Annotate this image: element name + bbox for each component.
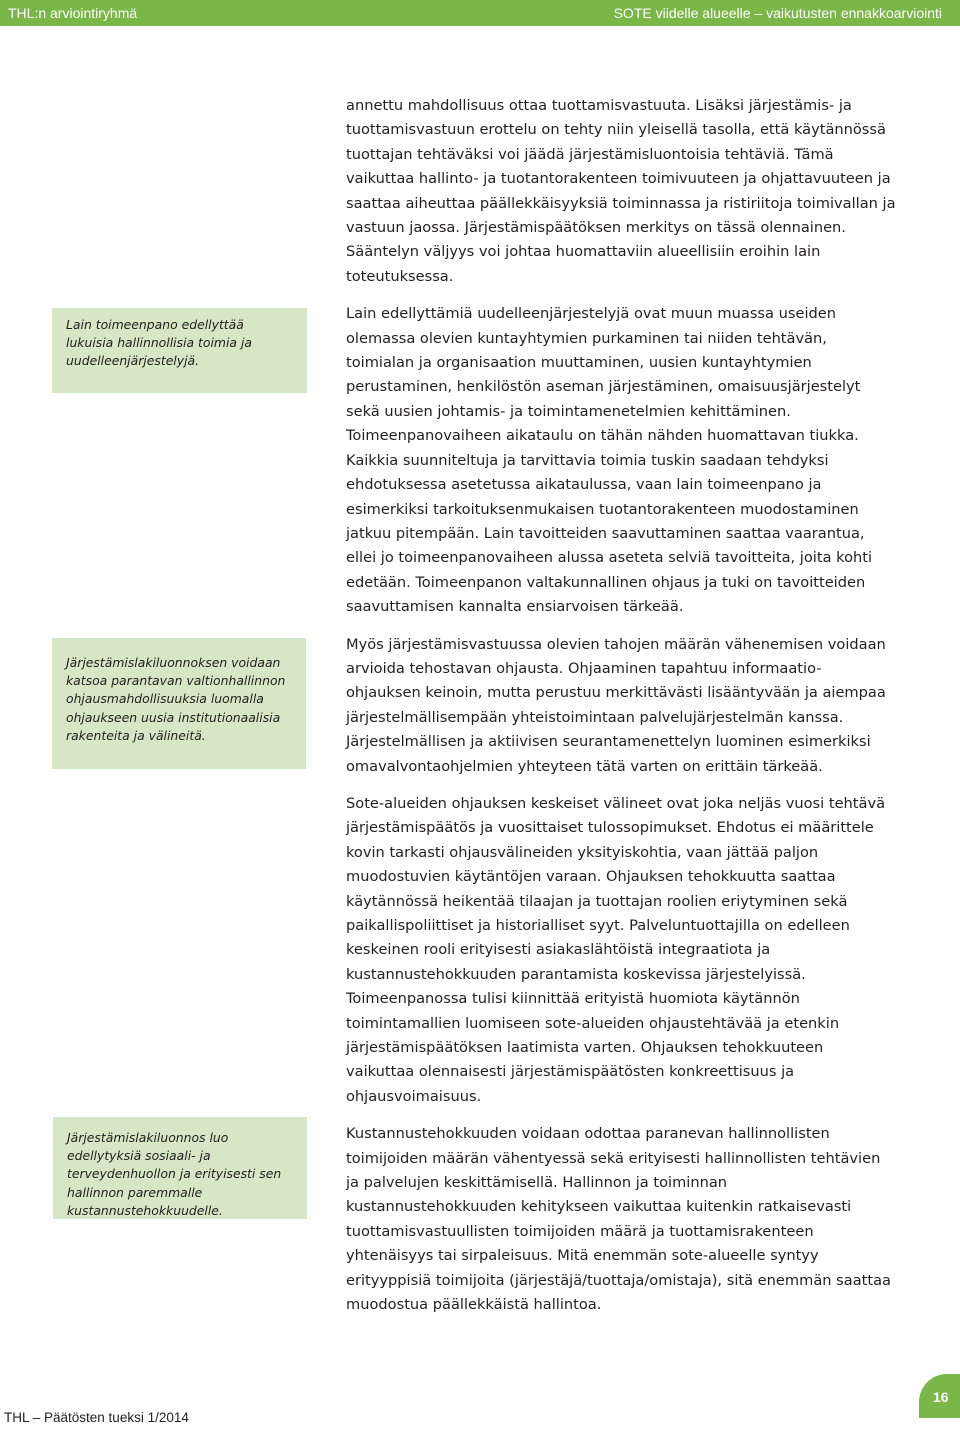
- header-right-text: SOTE viidelle alueelle – vaikutusten ennakkoarviointi: [613, 5, 942, 21]
- running-header: [0, 0, 960, 26]
- sidebar-note-2: Järjestämislakiluonnoksen voidaan katsoa parantavan valtionhallinnon ohjausmahdollisuuksia luomalla ohjaukseen uusia institutionaalisia rakenteita ja välineitä.: [52, 638, 306, 769]
- sidebar-note-3: Järjestämislakiluonnos luo edellytyksiä sosiaali- ja terveydenhuollon ja erityisesti sen hallinnon paremmalle kustannustehokkuudelle.: [53, 1117, 307, 1219]
- paragraph-5: Kustannustehokkuuden voidaan odottaa paranevan hallinnollisten toimijoiden määrän vähentyessä sekä erityisesti hallinnollisten tehtävien ja palvelujen keskittämisellä. Hallinnon ja toiminnan kustannustehokkuuden kehitykseen vaikuttaa kuitenkin ratkaisevasti tuottamisvastuullisten toimijoiden määrä ja tuottamisrakenteen yhtenäisyys tai sirpaleisuus. Mitä enemmän sote-alueelle syntyy erityyppisiä toimijoita (järjestäjä/tuottaja/omistaja), sitä enemmän saattaa muodostua päällekkäistä hallintoa.: [346, 1125, 891, 1314]
- page-number-badge: [919, 1374, 960, 1418]
- paragraph-3: Myös järjestämisvastuussa olevien tahojen määrän vähenemisen voidaan arvioida tehostavan ohjausta. Ohjaaminen tapahtuu informaatio-ohjauksen keinoin, mutta perustuu merkittävästi lisääntyvään ja aiempaa järjestelmällisempään yhteistoimintaan palvelujärjestelmän kanssa. Järjestelmällisen ja aktiivisen seurantamenettelyn luominen esimerkiksi omavalvontaohjelmien yhteyteen tätä varten on erittäin tärkeää.: [346, 635, 886, 775]
- paragraph-4: Sote-alueiden ohjauksen keskeiset välineet ovat joka neljäs vuosi tehtävä järjestämispäätös ja vuosittaiset tulossopimukset. Ehdotus ei määrittele kovin tarkasti ohjausvälineiden yksityiskohtia, vaan jättää paljon muodostuvien käytäntöjen varaan. Ohjauksen tehokkuutta saattaa käytännössä heikentää tilaajan ja tuottajan roolien eriytyminen sekä paikallispoliittiset ja historialliset syyt. Palveluntuottajilla on edelleen keskeinen rooli erityisesti asiakaslähtöistä integraatiota ja kustannustehokkuuden parantamista koskevissa järjestelyissä. Toimeenpanossa tulisi kiinnittää erityistä huomiota käytännön toimintamallien luomiseen sote-alueiden ohjaustehtävää ja etenkin järjestämispäätöksen laatimista varten. Ohjauksen tehokkuuteen vaikuttaa olennaisesti järjestämispäätösten konkreettisuus ja ohjausvoimaisuus.: [346, 794, 886, 1105]
- sidebar-note-1: Lain toimeenpano edellyttää lukuisia hallinnollisia toimia ja uudelleenjärjestelyjä.: [52, 308, 307, 393]
- paragraph-1: annettu mahdollisuus ottaa tuottamisvastuuta. Lisäksi järjestämis- ja tuottamisvastuun erottelu on tehty niin yleisellä tasolla, että käytännössä tuottajan tehtäväksi voi jäädä järjestämisluontoisia tehtäviä. Tämä vaikuttaa hallinto- ja tuotantorakenteen toimivuuteen ja ohjattavuuteen ja saattaa aiheuttaa päällekkäisyyksiä toiminnassa ja ristiriitoja toimivallan ja vastuun jaossa. Järjestämispäätöksen merkitys on tässä olennainen. Sääntelyn väljyys voi johtaa huomattaviin alueellisiin eroihin lain toteutuksessa.: [346, 97, 896, 285]
- header-left-text: THL:n arviointiryhmä: [8, 5, 138, 21]
- paragraph-2: Lain edellyttämiä uudelleenjärjestelyjä ovat muun muassa useiden olemassa olevien kuntayhtymien purkaminen tai niiden tehtävän, toimialan ja organisaation muuttaminen, uusien kuntayhtymien perustaminen, henkilöstön aseman järjestäminen, omaisuusjärjestelyt sekä uusien johtamis- ja toimintamenetelmien kehittäminen. Toimeenpanovaiheen aikataulu on tähän nähden huomattavan tiukka. Kaikkia suunniteltuja ja tarvittavia toimia tuskin saadaan tehdyksi ehdotuksessa asetetussa aikataulussa, vaan lain toimeenpano ja esimerkiksi tarkoituksenmukaisen tuotantorakenteen muodostaminen jatkuu pitempään. Lain tavoitteiden saavuttaminen saattaa vaarantua, ellei jo toimeenpanovaiheen alussa aseteta selviä tavoitteita, joita kohti edetään. Toimeenpanon valtakunnallinen ohjaus ja tuki on tavoitteiden saavuttamisen kannalta ensiarvoisen tärkeää.: [346, 305, 873, 616]
- page-number: 16: [933, 1389, 949, 1405]
- page-footer: THL – Päätösten tueksi 1/2014: [4, 1410, 189, 1425]
- main-text-column: [346, 94, 896, 1331]
